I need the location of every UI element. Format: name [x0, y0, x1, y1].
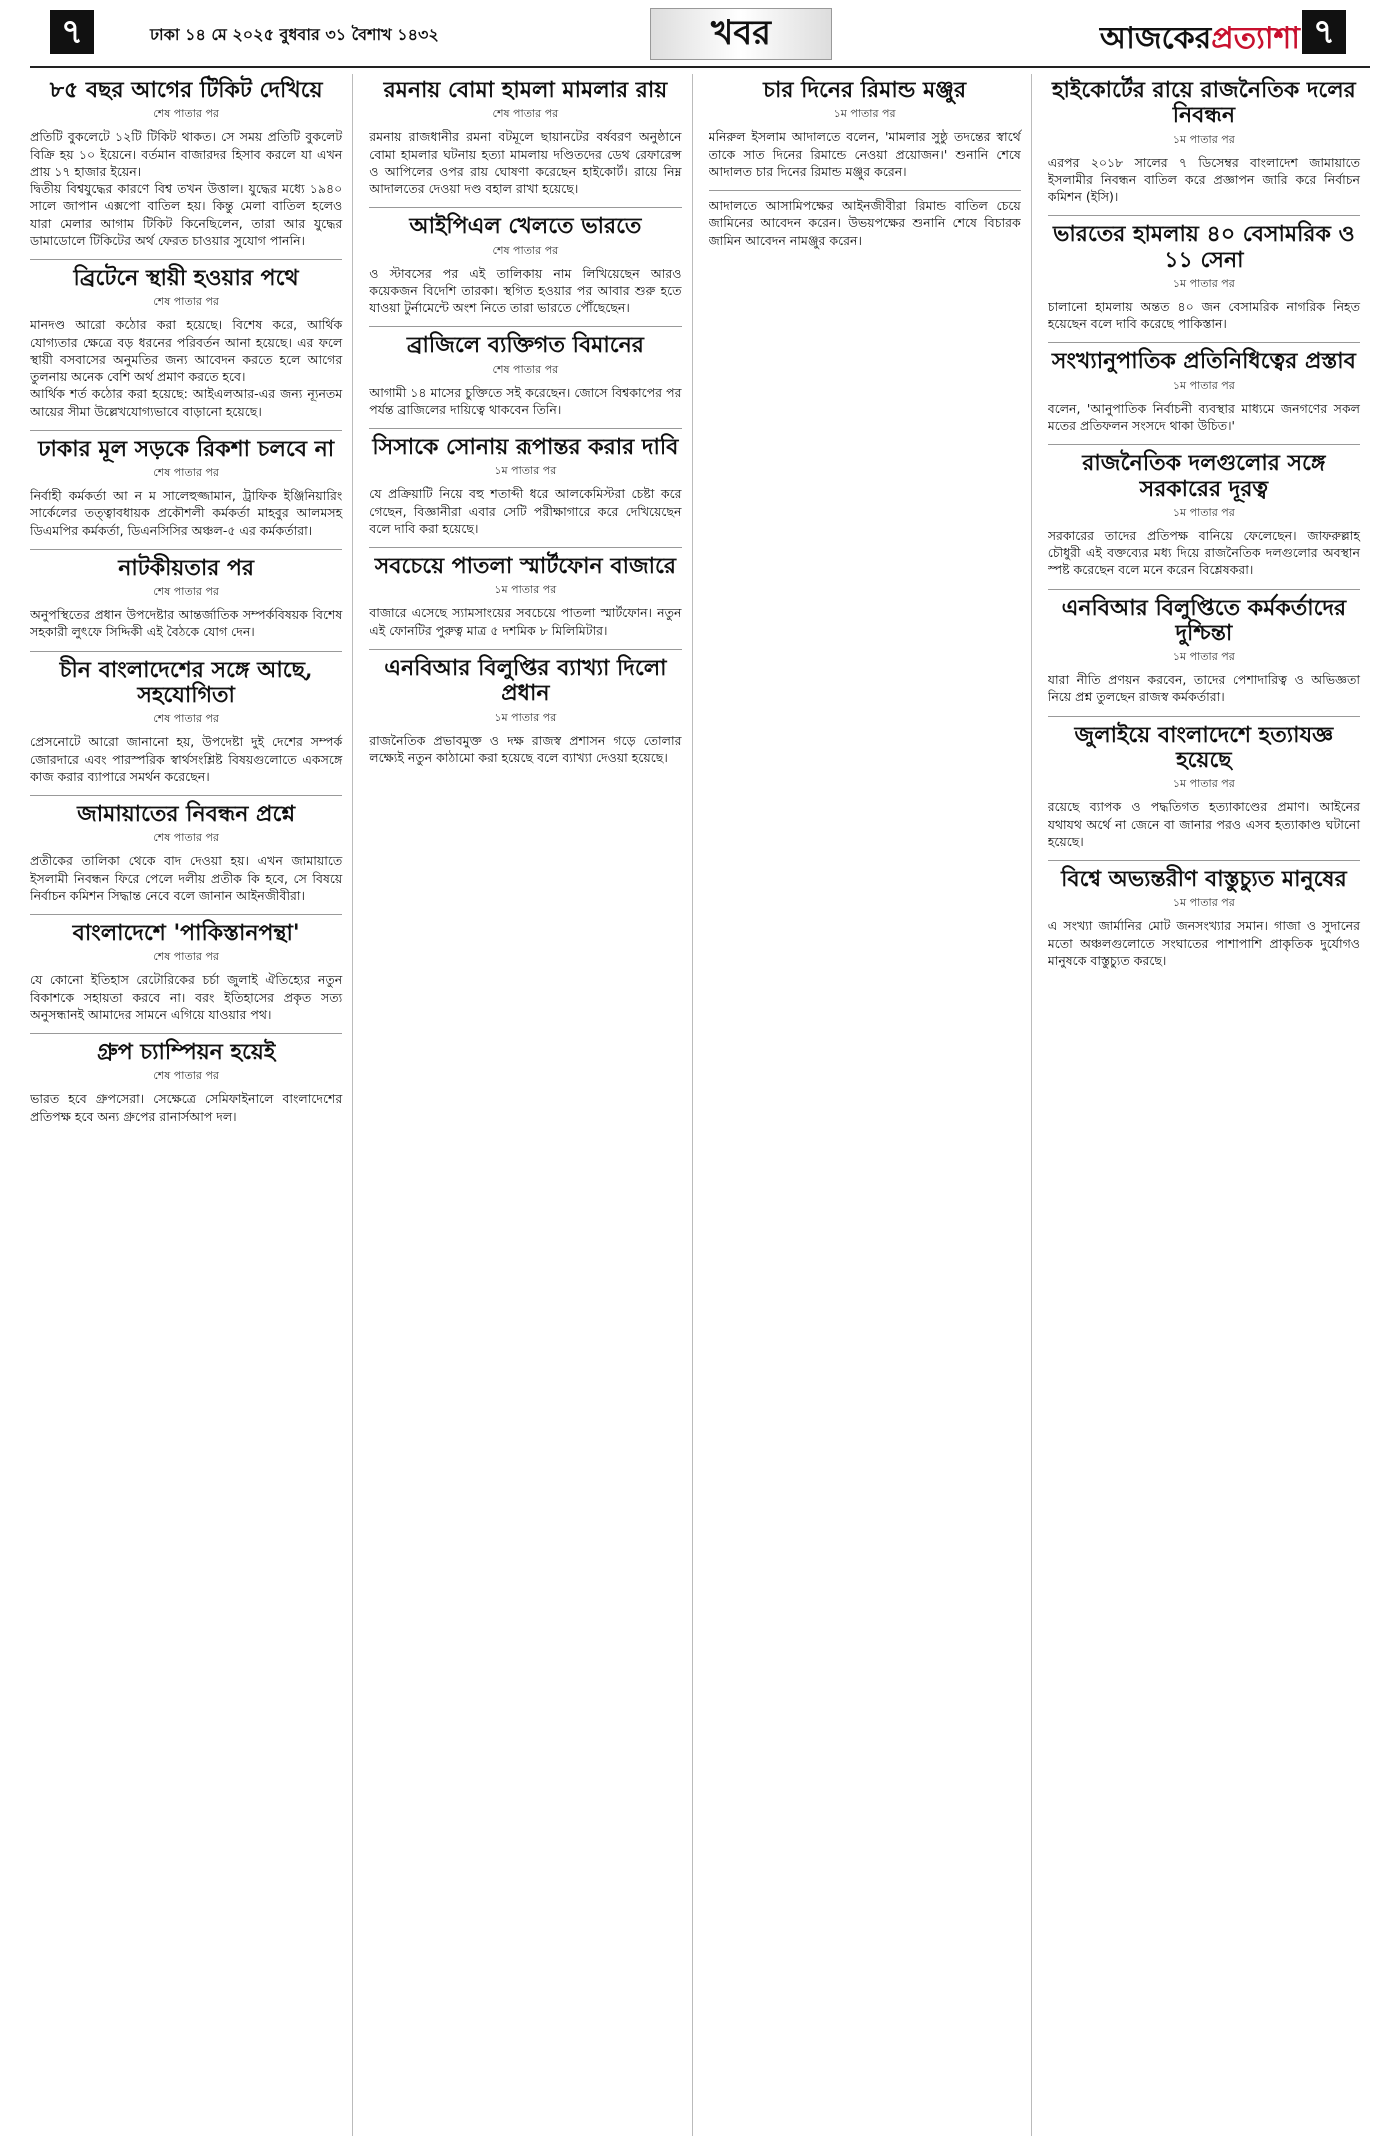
story-divider — [1048, 589, 1360, 590]
news-story — [1047, 348, 1364, 434]
news-story — [30, 801, 347, 904]
story-headline: জুলাইয়ে বাংলাদেশে হত্যাযজ্ঞ হয়েছে — [1074, 721, 1334, 773]
story-continuation: ১ম পাতার পর — [1172, 505, 1235, 519]
story-divider — [30, 430, 342, 431]
story-body: আগামী ১৪ মাসের চুক্তিতে সই করেছেন। জোসে বিশ্বকাপের পর পর্যন্ত ব্রাজিলের দায়িত্বে থাকবেন তিনি। — [369, 384, 686, 417]
story-body: ও স্টাবসের পর এই তালিকায় নাম লিখিয়েছেন আরও কয়েকজন বিদেশি তারকা। স্থগিত হওয়ার পর আবার শুরু হতে যাওয়া টুর্নামেন্টে অংশ নিতে তারা ভারতে পৌঁছেছেন। — [369, 265, 686, 316]
story-body: অনুপস্থিতের প্রধান উপদেষ্টার আন্তর্জাতিক সম্পর্কবিষয়ক বিশেষ সহকারী লুৎফে সিদ্দিকী এই বৈঠকে যোগ দেন। — [30, 607, 347, 640]
story-headline: নাটকীয়তার পর — [118, 554, 255, 581]
story-continuation: শেষ পাতার পর — [492, 107, 559, 121]
story-divider — [30, 651, 342, 652]
story-headline: ভারতের হামলায় ৪০ বেসামরিক ও ১১ সেনা — [1053, 221, 1355, 273]
story-continuation: শেষ পাতার পর — [153, 1069, 219, 1083]
story-headline: সিসাকে সোনায় রূপান্তর করার দাবি — [372, 434, 679, 461]
story-headline: বাংলাদেশে 'পাকিস্তানপন্থা' — [72, 920, 300, 947]
news-story — [30, 78, 342, 249]
story-body: আদালতে আসামিপক্ষের আইনজীবীরা রিমান্ড বাতিল চেয়ে জামিনের আবেদন করেন। উভয়পক্ষের শুনানি শেষে বিচারক জামিন আবেদন নামঞ্জুর করেন। — [708, 198, 1025, 248]
story-body: যারা নীতি প্রণয়ন করবেন, তাদের পেশাদারিত্ব ও অভিজ্ঞতা নিয়ে প্রশ্ন তুলছেন রাজস্ব কর্মকর্তারা। — [1047, 672, 1364, 705]
news-story — [30, 656, 347, 785]
news-column — [1048, 74, 1370, 2136]
story-continuation: শেষ পাতার পর — [153, 585, 219, 599]
story-headline: সবচেয়ে পাতলা স্মার্টফোন বাজারে — [374, 553, 676, 580]
story-divider — [30, 914, 342, 915]
story-continuation: ১ম পাতার পর — [1172, 896, 1235, 910]
story-continuation: শেষ পাতার পর — [153, 950, 219, 964]
news-story — [30, 435, 347, 539]
news-story — [369, 654, 686, 766]
story-continuation: ১ম পাতার পর — [494, 583, 557, 597]
news-story — [369, 332, 686, 418]
news-column — [369, 74, 692, 2136]
story-body: এরপর ২০১৮ সালের ৭ ডিসেম্বর বাংলাদেশ জামায়াতে ইসলামীর নিবন্ধন বাতিল করে প্রজ্ঞাপন জারি করে নির্বাচন কমিশন (ইসি)। — [1047, 154, 1364, 205]
story-body: প্রেসনোটে আরো জানানো হয়, উপদেষ্টা দুই দেশের সম্পর্ক জোরদারে এবং পারস্পরিক স্বার্থসংশ্লিষ্ট বিষয়গুলোতে একসঙ্গে কাজ করার ব্যাপারে সমর্থন করেছেন। — [30, 734, 347, 784]
story-body: বলেন, 'আনুপাতিক নির্বাচনী ব্যবস্থার মাধ্যমে জনগণের সকল মতের প্রতিফলন সংসদে থাকা উচিত।' — [1047, 400, 1364, 433]
news-story — [369, 213, 686, 316]
story-headline: ৮৫ বছর আগের টিকিট দেখিয়ে — [49, 77, 323, 103]
story-continuation: ১ম পাতার পর — [1172, 650, 1235, 664]
story-body: সরকারের তাদের প্রতিপক্ষ বানিয়ে ফেলেছেন। জাফরুল্লাহ চৌধুরী এই বক্তব্যের মধ্য দিয়ে রাজনৈতিক দলগুলোর অবস্থান স্পষ্ট করেছেন বলে মনে করেন বিশ্লেষকরা। — [1047, 527, 1364, 578]
story-headline: আইপিএল খেলতে ভারতে — [409, 213, 642, 240]
story-divider — [369, 649, 681, 650]
story-divider — [1048, 716, 1360, 717]
story-body: নির্বাহী কর্মকর্তা আ ন ম সালেহুজ্জামান, ট্রাফিক ইঞ্জিনিয়ারিং সার্কেলের তত্ত্বাবধায়ক প্রকৌশলী কর্মকর্তা মাহবুর আলমসহ ডিএমপির কর্মকর্তা, ডিএনসিসির অঞ্চল-৫ এর কর্মকর্তারা। — [30, 488, 347, 538]
story-headline: এনবিআর বিলুপ্তির ব্যাখ্যা দিলো প্রধান — [384, 654, 667, 707]
story-divider — [1048, 215, 1360, 216]
story-continuation: ১ম পাতার পর — [1172, 132, 1235, 146]
story-continuation: শেষ পাতার পর — [153, 831, 219, 845]
news-column — [30, 74, 353, 2136]
story-body: যে প্রক্রিয়াটি নিয়ে বহু শতাব্দী ধরে আলকেমিস্টরা চেষ্টা করে গেছেন, বিজ্ঞানীরা এবার সেটি পরীক্ষাগারে করে দেখিয়েছেন বলে দাবি করা হয়েছে। — [369, 486, 686, 536]
story-headline: রমনায় বোমা হামলা মামলার রায় — [383, 77, 668, 103]
news-column — [709, 74, 1032, 2136]
story-body: রয়েছে ব্যাপক ও পদ্ধতিগত হত্যাকাণ্ডের প্রমাণ। আইনের যথাযথ অর্থে না জেনে বা জানার পরও এসব হত্যাকাণ্ড ঘটানো হয়েছে। — [1047, 799, 1364, 849]
story-headline: বিশ্বে অভ্যন্তরীণ বাস্তুচ্যুত মানুষের — [1061, 866, 1347, 893]
story-body: প্রতিটি বুকলেটে ১২টি টিকিট থাকত। সে সময় প্রতিটি বুকলেট বিক্রি হয় ১০ ইয়েনে। বর্তমান বাজারদর হিসাব করলে যা এখন প্রায় ১৭ হাজার ইয়েন। দ্বিতীয় বিশ্বযুদ্ধের কারণে বিশ্ব তখন উত্তাল। যুদ্ধের মধ্যে ১৯৪০ সালে জাপান এক্সপো বাতিল হয়। কিন্তু মেলা বাতিল হলেও যারা মেলার আগাম টিকিট কিনেছিলেন, তারা আর যুদ্ধের ডামাডোলে টিকিটের অর্থ ফেরত চাওয়ার সুযোগ পাননি। — [30, 129, 343, 248]
story-headline: চীন বাংলাদেশের সঙ্গে আছে, সহযোগিতা — [59, 656, 313, 708]
dateline: ঢাকা ১৪ মে ২০২৫ বুধবার ৩১ বৈশাখ ১৪৩২ — [150, 25, 439, 44]
news-story — [1047, 77, 1364, 205]
news-story — [1047, 721, 1364, 850]
news-story — [30, 920, 347, 1023]
news-story — [1047, 866, 1364, 969]
story-continuation: শেষ পাতার পর — [153, 712, 219, 726]
story-continuation: শেষ পাতার পর — [492, 243, 559, 257]
story-headline: ঢাকার মূল সড়কে রিকশা চলবে না — [38, 435, 335, 462]
story-continuation: ১ম পাতার পর — [1172, 378, 1235, 392]
story-divider — [369, 428, 681, 429]
story-headline: সংখ্যানুপাতিক প্রতিনিধিত্বের প্রস্তাব — [1051, 348, 1356, 375]
story-continuation: শেষ পাতার পর — [153, 466, 219, 480]
story-headline: রাজনৈতিক দলগুলোর সঙ্গে সরকারের দূরত্ব — [1082, 450, 1326, 502]
story-divider — [709, 190, 1021, 191]
story-headline: এনবিআর বিলুপ্তিতে কর্মকর্তাদের দুশ্চিন্তা — [1061, 594, 1347, 646]
story-headline: ব্রিটেনে স্থায়ী হওয়ার পথে — [73, 265, 299, 292]
story-body: প্রতীকের তালিকা থেকে বাদ দেওয়া হয়। এখন জামায়াতে ইসলামী নিবন্ধন ফিরে পেলে দলীয় প্রতীক কি হবে, সে বিষয়ে নির্বাচন কমিশন সিদ্ধান্ত নেবে বলে জানান আইনজীবীরা। — [30, 853, 347, 903]
story-body: বাজারে এসেছে স্যামসাংয়ের সবচেয়ে পাতলা স্মার্টফোন। নতুন এই ফোনটির পুরুত্ব মাত্র ৫ দশমিক ৮ মিলিমিটার। — [369, 605, 686, 638]
story-continuation: ১ম পাতার পর — [1172, 276, 1235, 290]
story-headline: চার দিনের রিমান্ড মঞ্জুর — [763, 77, 967, 103]
news-story — [369, 77, 686, 197]
news-story — [708, 197, 1025, 249]
story-body: মনিরুল ইসলাম আদালতে বলেন, 'মামলার সুষ্ঠু তদন্তের স্বার্থে তাকে সাত দিনের রিমান্ডে নেওয়া প্রয়োজন।' শুনানি শেষে আদালত চার দিনের রিমান্ড মঞ্জুর করেন। — [708, 129, 1025, 179]
story-headline: গ্রুপ চ্যাম্পিয়ন হয়েই — [96, 1039, 276, 1066]
story-divider — [369, 547, 681, 548]
story-body: চালানো হামলায় অন্তত ৪০ জন বেসামরিক নাগরিক নিহত হয়েছেন বলে দাবি করেছে পাকিস্তান। — [1047, 298, 1364, 332]
story-headline: হাইকোর্টের রায়ে রাজনৈতিক দলের নিবন্ধন — [1051, 77, 1356, 129]
news-story — [369, 434, 686, 537]
story-continuation: ১ম পাতার পর — [494, 710, 557, 724]
story-continuation: ১ম পাতার পর — [833, 107, 896, 121]
news-story — [708, 77, 1025, 180]
story-headline: ব্রাজিলে ব্যক্তিগত বিমানের — [406, 332, 644, 359]
story-body: ভারত হবে গ্রুপসেরা। সেক্ষেত্রে সেমিফাইনালে বাংলাদেশের প্রতিপক্ষ হবে অন্য গ্রুপের রানার্সআপ দল। — [30, 1091, 347, 1124]
story-divider — [369, 207, 681, 208]
columns — [30, 74, 1370, 2136]
story-divider — [369, 326, 681, 327]
story-divider — [1048, 860, 1360, 861]
story-continuation: শেষ পাতার পর — [153, 107, 219, 121]
story-divider — [1048, 444, 1360, 445]
news-story — [1047, 594, 1364, 706]
masthead — [30, 0, 1370, 68]
story-headline: জামায়াতের নিবন্ধন প্রশ্নে — [77, 801, 296, 828]
news-story — [369, 553, 686, 639]
news-story — [1047, 221, 1364, 332]
story-divider — [1048, 342, 1360, 343]
news-story — [30, 266, 342, 420]
story-divider — [30, 795, 342, 796]
story-continuation: শেষ পাতার পর — [492, 362, 559, 376]
story-body: যে কোনো ইতিহাস রেটোরিকের চর্চা জুলাই ঐতিহ্যের নতুন বিকাশকে সহায়তা করবে না। বরং ইতিহাসের প্রকৃত সত্য অনুসন্ধানই আমাদের সামনে এগিয়ে যাওয়ার পথ। — [30, 972, 347, 1022]
news-story — [1047, 450, 1364, 578]
story-continuation: ১ম পাতার পর — [494, 464, 557, 478]
newspaper-logo: আজকেরপ্রত্যাশা — [1099, 21, 1300, 56]
story-continuation: ১ম পাতার পর — [1172, 777, 1235, 791]
page-number-right: ৭ — [1302, 10, 1346, 54]
news-story — [30, 554, 347, 641]
story-body: এ সংখ্যা জার্মানির মোট জনসংখ্যার সমান। গাজা ও সুদানের মতো অঞ্চলগুলোতে সংঘাতের পাশাপাশি প্রাকৃতিক দুর্যোগও মানুষকে বাস্তুচ্যুত করছে। — [1047, 918, 1364, 968]
news-story — [30, 1039, 347, 1125]
story-body: রাজনৈতিক প্রভাবমুক্ত ও দক্ষ রাজস্ব প্রশাসন গড়ে তোলার লক্ষ্যেই নতুন কাঠামো করা হয়েছে বলে ব্যাখ্যা দেওয়া হয়েছে। — [369, 732, 686, 765]
story-body: মানদণ্ড আরো কঠোর করা হয়েছে। বিশেষ করে, আর্থিক যোগ্যতার ক্ষেত্রে বড় ধরনের পরিবর্তন আনা হয়েছে। এর ফলে স্থায়ী বসবাসের অনুমতির জন্য আবেদন করতে হলে আগের তুলনায় অনেক বেশি অর্থ প্রমাণ করতে হবে। আর্থিক শর্ত কঠোর করা হয়েছে: আইএলআর-এর জন্য ন্যূনতম আয়ের সীমা উল্লেখযোগ্যভাবে বাড়ানো হয়েছে। — [30, 317, 343, 419]
section-title: খবর — [650, 8, 832, 60]
story-continuation: শেষ পাতার পর — [153, 295, 219, 309]
story-divider — [30, 549, 342, 550]
page-number-left: ৭ — [50, 10, 94, 54]
story-body: রমনায় রাজধানীর রমনা বটমূলে ছায়ানটের বর্ষবরণ অনুষ্ঠানে বোমা হামলার ঘটনায় হত্যা মামলায় দণ্ডিতদের ডেথ রেফারেন্স ও আপিলের ওপর রায় ঘোষণা করেছেন হাইকোর্ট। রায়ে নিম্ন আদালতের দেওয়া দণ্ড বহাল রাখা হয়েছে। — [369, 129, 686, 197]
story-divider — [30, 259, 342, 260]
story-divider — [30, 1033, 342, 1034]
